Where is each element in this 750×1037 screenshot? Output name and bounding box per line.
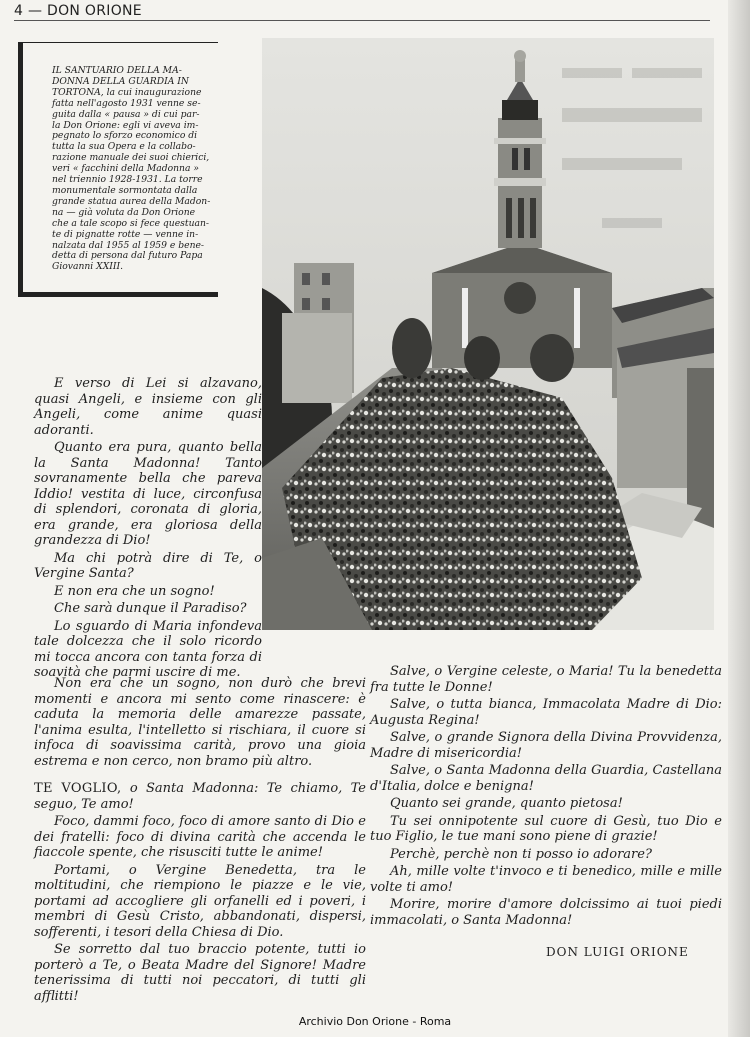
te-voglio-rest: o Santa Madonna: Te chiamo, Te seguo, Te amo! xyxy=(34,781,366,812)
right-column xyxy=(370,664,722,930)
paragraph: E non era che un sogno! xyxy=(54,583,215,599)
paragraph: Portami, o Vergine Benedetta, tra le moltitudini, che riempiono le piazze e le vie, portami ad accogliere gli orfanelli ed i poveri, i membri di Gesù Cristo, abbandonati, dispersi, sofferenti, i tesori della Chiesa di Dio. xyxy=(34,862,366,940)
paragraph: Se sorretto dal tuo braccio potente, tutti io porterò a Te, o Beata Madre del Signore! Madre tenerissima di tutti noi peccatori, di tutti gli afflitti! xyxy=(34,942,366,1004)
photo-caption: IL SANTUARIO DELLA MA- DONNA DELLA GUARDIA IN TORTONA, la cui inaugurazione fatta nell'agosto 1931 venne se- guita dalla « pausa » di cui par- la Don Orione: egli vi aveva im- pegnato lo sforzo economico di tutta la sua Opera e la collabo- razione manuale dei suoi chierici, veri « facchini della Madonna » nel triennio 1928-1931. La torre monumentale sormontata dalla grande statua aurea della Madon- na — già voluta da Don Orione che a tale scopo si fece questuan- te di pignatte rotte — venne in- nalzata dal 1955 al 1959 e bene- detta di persona dal futuro Papa Giovanni XXIII. xyxy=(52,65,211,273)
paragraph: Ah, mille volte t'invoco e ti benedico, mille e mille volte ti amo! xyxy=(370,864,722,895)
paragraph: Foco, dammi foco, foco di amore santo di Dio e dei fratelli: foco di divina carità che accenda le fiaccole spente, che risusciti tutte le anime! xyxy=(34,814,366,860)
running-head: 4 — DON ORIONE xyxy=(14,3,142,19)
paragraph: Quanto era pura, quanto bella la Santa Madonna! Tanto sovranamente bella che pareva Iddio! vestita di luce, circonfusa di splendori, coronata di gloria, era grande, era gloriosa della grandezza di Dio! xyxy=(34,440,262,548)
left-column-top xyxy=(34,376,262,683)
paragraph: Morire, morire d'amore dolcissimo ai tuoi piedi immacolati, o Santa Madonna! xyxy=(370,897,722,928)
sanctuary-crowd-photo xyxy=(262,38,714,630)
signature: DON LUIGI ORIONE xyxy=(546,945,689,959)
left-column-bottom xyxy=(34,676,366,1006)
paragraph: Non era che un sogno, non durò che brevi momenti e ancora mi sento come rinascere: è caduta la memoria delle amarezze passate, l'anima esulta, l'intelletto si rischiara, il cuore si infoca di soavissima carità, provo una gioia estrema e non cerco, non bramo più altro. xyxy=(34,676,366,769)
paragraph: Lo sguardo di Maria infondeva tale dolcezza che il solo ricordo mi tocca ancora con tanta forza di soavità che parmi uscire di me. xyxy=(34,618,262,680)
paragraph: Salve, o Vergine celeste, o Maria! Tu la benedetta fra tutte le Donne! xyxy=(370,664,722,695)
paragraph: Ma chi potrà dire di Te, o Vergine Santa? xyxy=(34,550,262,581)
paragraph: Che sarà dunque il Paradiso? xyxy=(54,601,247,616)
te-voglio-paragraph xyxy=(34,781,366,812)
archive-footer: Archivio Don Orione - Roma xyxy=(298,1015,452,1028)
paragraph: Salve, o tutta bianca, Immacolata Madre di Dio: Augusta Regina! xyxy=(370,697,722,728)
header-rule xyxy=(14,20,710,21)
paragraph: Salve, o grande Signora della Divina Provvidenza, Madre di misericordia! xyxy=(370,730,722,761)
paragraph: Tu sei onnipotente sul cuore di Gesù, tuo Dio e tuo Figlio, le tue mani sono piene di grazie! xyxy=(370,813,722,844)
paragraph: Perchè, perchè non ti posso io adorare? xyxy=(390,846,652,862)
paragraph: Quanto sei grande, quanto pietosa! xyxy=(390,796,623,811)
te-voglio-lead: TE VOGLIO, xyxy=(34,781,122,796)
paragraph: E verso di Lei si alzavano, quasi Angeli, e insieme con gli Angeli, come anime quasi adoranti. xyxy=(34,376,262,438)
paragraph: Salve, o Santa Madonna della Guardia, Castellana d'Italia, dolce e benigna! xyxy=(370,763,722,794)
page-edge-shadow xyxy=(728,0,750,1037)
